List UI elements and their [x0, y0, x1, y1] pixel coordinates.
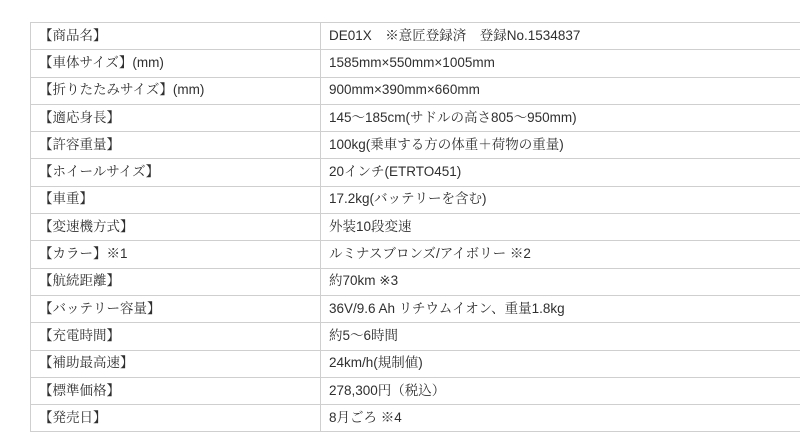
table-row	[31, 50, 800, 77]
spec-table-body	[31, 23, 800, 432]
table-row	[31, 323, 800, 350]
spec-label: 【車体サイズ】(mm)	[31, 50, 321, 77]
table-row	[31, 104, 800, 131]
spec-value: 36V/9.6 Ah リチウムイオン、重量1.8kg	[321, 295, 800, 322]
table-row	[31, 377, 800, 404]
spec-value: 約70km ※3	[321, 268, 800, 295]
spec-value: 約5〜6時間	[321, 323, 800, 350]
spec-value: 1585mm×550mm×1005mm	[321, 50, 800, 77]
spec-label: 【許容重量】	[31, 132, 321, 159]
spec-value: 145〜185cm(サドルの高さ805〜950mm)	[321, 104, 800, 131]
spec-label: 【車重】	[31, 186, 321, 213]
spec-value: 外装10段変速	[321, 214, 800, 241]
spec-label: 【カラー】※1	[31, 241, 321, 268]
spec-label: 【商品名】	[31, 23, 321, 50]
spec-value: 17.2kg(バッテリーを含む)	[321, 186, 800, 213]
spec-label: 【標準価格】	[31, 377, 321, 404]
table-row	[31, 295, 800, 322]
table-row	[31, 214, 800, 241]
table-row	[31, 23, 800, 50]
table-row	[31, 241, 800, 268]
spec-value: 100kg(乗車する方の体重＋荷物の重量)	[321, 132, 800, 159]
product-spec-table	[30, 22, 800, 432]
table-row	[31, 132, 800, 159]
table-row	[31, 350, 800, 377]
spec-label: 【発売日】	[31, 405, 321, 432]
spec-label: 【変速機方式】	[31, 214, 321, 241]
spec-label: 【適応身長】	[31, 104, 321, 131]
spec-value: 8月ごろ ※4	[321, 405, 800, 432]
table-row	[31, 159, 800, 186]
spec-value: 24km/h(規制値)	[321, 350, 800, 377]
spec-label: 【充電時間】	[31, 323, 321, 350]
spec-label: 【折りたたみサイズ】(mm)	[31, 77, 321, 104]
table-row	[31, 268, 800, 295]
spec-value: 278,300円（税込）	[321, 377, 800, 404]
spec-label: 【補助最高速】	[31, 350, 321, 377]
table-row	[31, 77, 800, 104]
spec-value: 900mm×390mm×660mm	[321, 77, 800, 104]
table-row	[31, 405, 800, 432]
spec-value: 20インチ(ETRTO451)	[321, 159, 800, 186]
spec-label: 【バッテリー容量】	[31, 295, 321, 322]
table-row	[31, 186, 800, 213]
spec-label: 【航続距離】	[31, 268, 321, 295]
spec-value: DE01X ※意匠登録済 登録No.1534837	[321, 23, 800, 50]
spec-value: ルミナスブロンズ/アイボリー ※2	[321, 241, 800, 268]
spec-label: 【ホイールサイズ】	[31, 159, 321, 186]
